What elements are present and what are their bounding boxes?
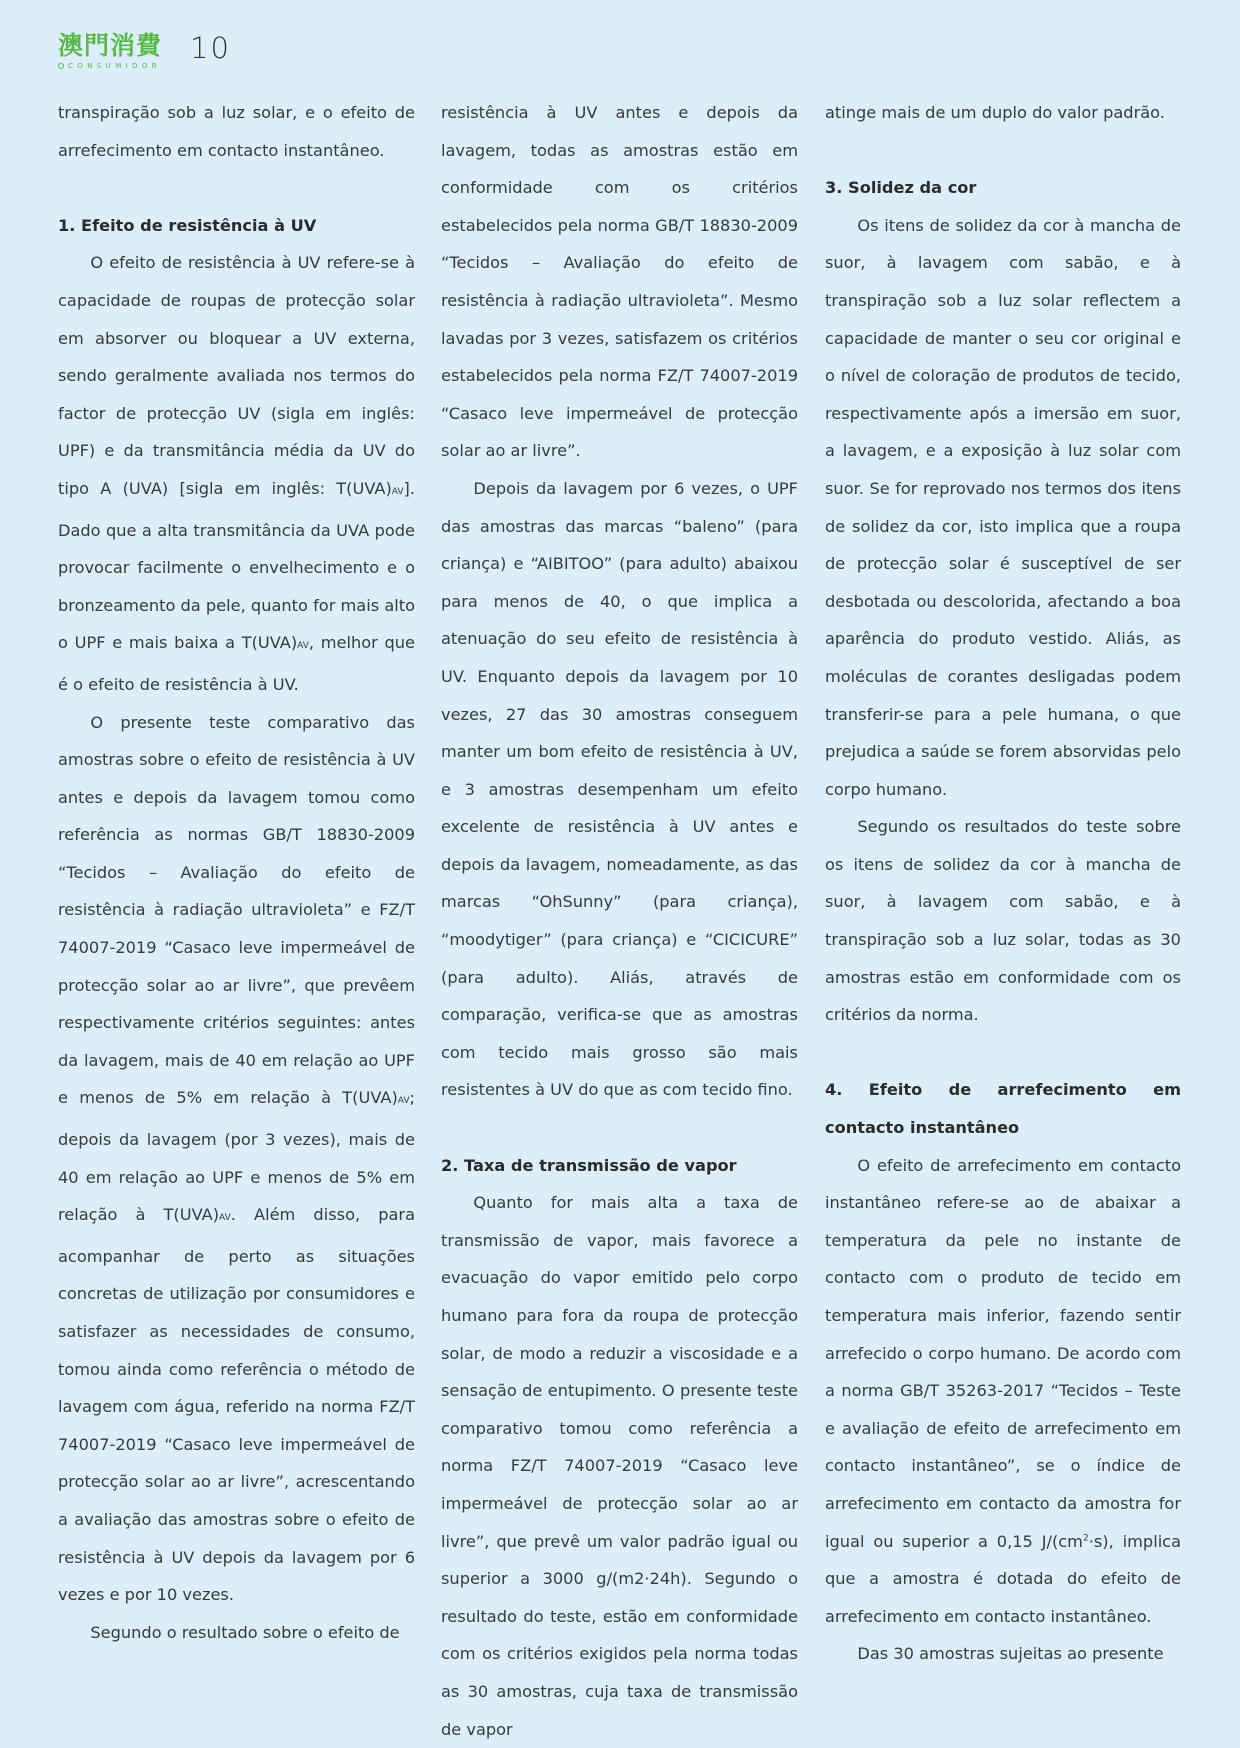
paragraph: transpiração sob a luz solar, e o efeito de arrefecimento em contacto instantâneo. bbox=[58, 103, 415, 160]
text-column-2 bbox=[441, 94, 798, 1748]
section-heading-vapor: 2. Taxa de transmissão de vapor bbox=[441, 1155, 737, 1175]
text-column-3 bbox=[825, 94, 1181, 1673]
paragraph: O efeito de arrefecimento em contacto instantâneo refere-se ao de abaixar a temperatura da pele no instante de contacto com o produto de tecido em temperatura mais inferior, fazendo sentir arrefecido o corpo humano. De acordo com a norma GB/T 35263-2017 “Tecidos – Teste e avaliação de efeito de arrefecimento em contacto instantâneo”, se o índice de arrefecimento em contacto da amostra for igual ou superior a 0,15 $J/(cm^2\cdot s)$, implica que a amostra é dotada do efeito de arrefecimento em contacto instantâneo. bbox=[825, 1155, 1182, 1626]
paragraph: Quanto for mais alta a taxa de transmissão de vapor, mais favorece a evacuação do vapor emitido pelo corpo humano para fora da roupa de protecção solar, de modo a reduzir a viscosidade e a sensação de entupimento. O presente teste comparativo tomou como referência a norma FZ/T 74007-2019 “Casaco leve impermeável de protecção solar ao ar livre”, que prevê um valor padrão igual ou superior a 3000 g/(m2·24h). Segundo o resultado do teste, estão em conformidade com os critérios exigidos pela norma todas as 30 amostras, cuja taxa de transmissão de vapor bbox=[441, 1193, 798, 1739]
logo-dot-icon bbox=[58, 63, 64, 69]
page-number: 10 bbox=[190, 31, 231, 65]
paragraph: Das 30 amostras sujeitas ao presente bbox=[857, 1644, 1164, 1664]
paragraph: Os itens de solidez da cor à mancha de suor, à lavagem com sabão, e à transpiração sob a luz solar reflectem a capacidade de manter o seu cor original e o nível de coloração de produtos de tecido, respectivamente após a imersão em suor, a lavagem, e a exposição à luz solar com suor. Se for reprovado nos termos dos itens de solidez da cor, isto implica que a roupa de protecção solar é susceptível de ser desbotada ou descolorida, afectando a boa aparência do produto vestido. Aliás, as moléculas de corantes desligadas podem transferir-se para a pele humana, o que prejudica a saúde se forem absorvidas pelo corpo humano. bbox=[825, 215, 1181, 799]
paragraph: O presente teste comparativo das amostras sobre o efeito de resistência à UV antes e depois da lavagem tomou como referência as normas GB/T 18830-2009 “Tecidos – Avaliação do efeito de resistência à radiação ultravioleta” e FZ/T 74007-2019 “Casaco leve impermeável de protecção solar ao ar livre”, que prevêem respectivamente critérios seguintes: antes da lavagem, mais de 40 em relação ao UPF e menos de 5% em relação à T(UVA)AV; depois da lavagem (por 3 vezes), mais de 40 em relação ao UPF e menos de 5% em relação à T(UVA)AV. Além disso, para acompanhar de perto as situações concretas de utilização por consumidores e satisfazer as necessidades de consumo, tomou ainda como referência o método de lavagem com água, referido na norma FZ/T 74007-2019 “Casaco leve impermeável de protecção solar ao ar livre”, acrescentando a avaliação das amostras sobre o efeito de resistência à UV depois da lavagem por 6 vezes e por 10 vezes. bbox=[58, 712, 415, 1605]
logo-english-text bbox=[58, 62, 178, 71]
section-heading-color-fastness: 3. Solidez da cor bbox=[825, 178, 977, 198]
paragraph: Segundo os resultados do teste sobre os itens de solidez da cor à mancha de suor, à lavagem com sabão, e à transpiração sob a luz solar, todas as 30 amostras estão em conformidade com os critérios da norma. bbox=[825, 817, 1181, 1025]
paragraph: O efeito de resistência à UV refere-se à capacidade de roupas de protecção solar em absorver ou bloquear a UV externa, sendo geralmente avaliada nos termos do factor de protecção UV (sigla em inglês: UPF) e da transmitância média da UV do tipo A (UVA) [sigla em inglês: T(UVA)AV]. Dado que a alta transmitância da UVA pode provocar facilmente o envelhecimento e o bronzeamento da pele, quanto for mais alto o UPF e mais baixa a T(UVA)AV, melhor que é o efeito de resistência à UV. bbox=[58, 253, 415, 694]
section-heading-cooling: 4. Efeito de arrefecimento em contacto instantâneo bbox=[825, 1080, 1181, 1138]
paragraph: resistência à UV antes e depois da lavagem, todas as amostras estão em conformidade com os critérios estabelecidos pela norma GB/T 18830-2009 “Tecidos – Avaliação do efeito de resistência à radiação ultravioleta”. Mesmo lavadas por 3 vezes, satisfazem os critérios estabelecidos pela norma FZ/T 74007-2019 “Casaco leve impermeável de protecção solar ao ar livre”. bbox=[441, 103, 798, 461]
paragraph: Segundo o resultado sobre o efeito de bbox=[90, 1622, 400, 1642]
magazine-logo bbox=[58, 30, 178, 78]
section-heading-uv: 1. Efeito de resistência à UV bbox=[58, 215, 317, 235]
paragraph: atinge mais de um duplo do valor padrão. bbox=[825, 103, 1165, 122]
logo-chinese-text: 澳門消費 bbox=[58, 31, 163, 60]
paragraph: Depois da lavagem por 6 vezes, o UPF das amostras das marcas “baleno” (para criança) e “AIBITOO” (para adulto) abaixou para menos de 40, o que implica a atenuação do seu efeito de resistência à UV. Enquanto depois da lavagem por 10 vezes, 27 das 30 amostras conseguem manter um bom efeito de resistência à UV, e 3 amostras desempenham um efeito excelente de resistência à UV antes e depois da lavagem, nomeadamente, as das marcas “OhSunny” (para criança), “moodytiger” (para criança) e “CICICURE” (para adulto). Aliás, através de comparação, verifica-se que as amostras com tecido mais grosso são mais resistentes à UV do que as com tecido fino. bbox=[441, 478, 798, 1100]
text-column-1 bbox=[58, 94, 415, 1651]
logo-english-label: CONSUMIDOR bbox=[68, 62, 162, 70]
